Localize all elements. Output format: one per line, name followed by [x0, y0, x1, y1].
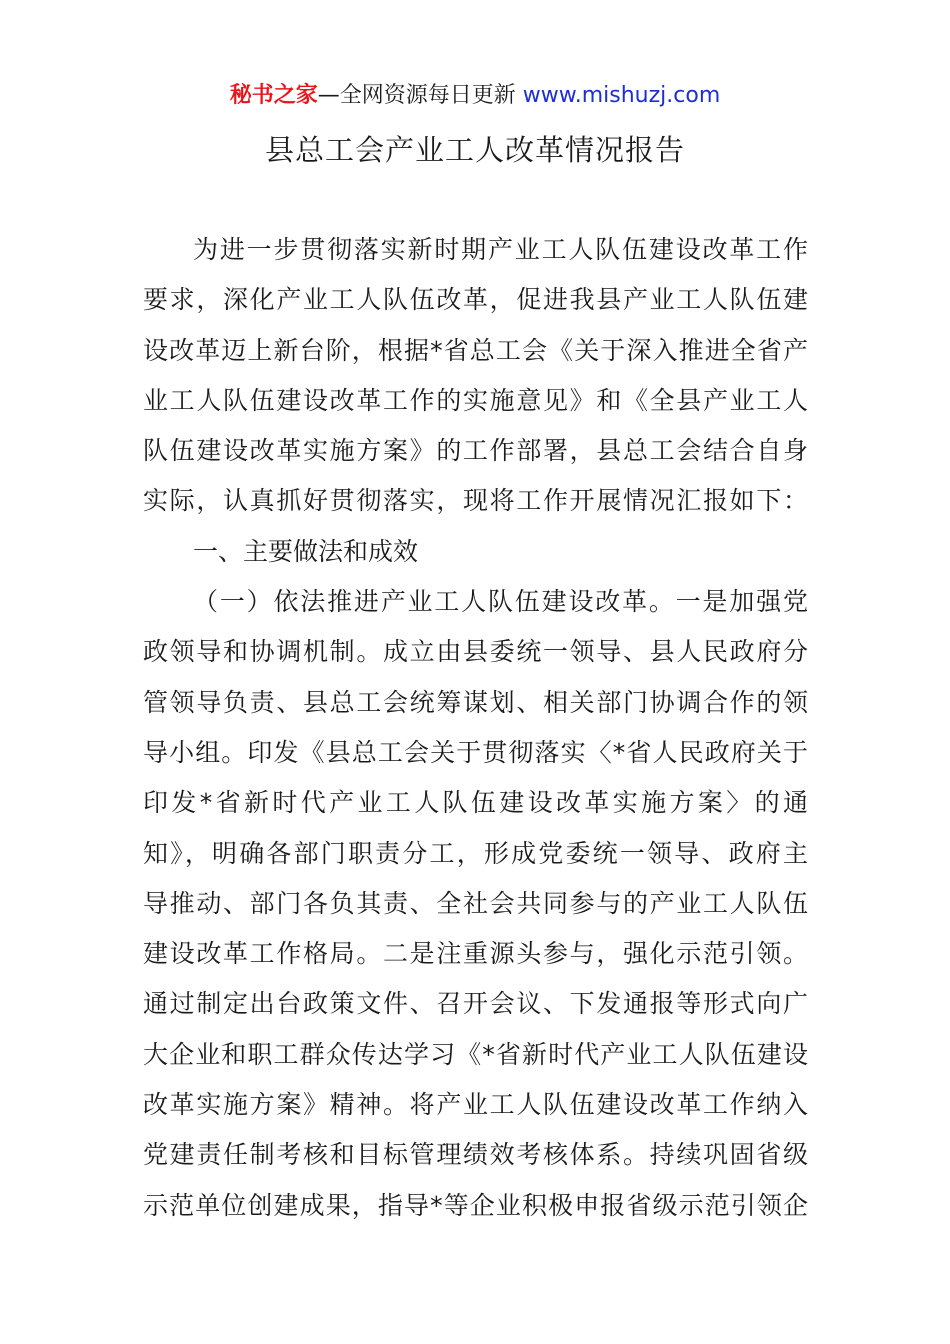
paragraph-line: 示范单位创建成果，指导*等企业积极申报省级示范引领企 [143, 1190, 808, 1220]
paragraph-line: 要求，深化产业工人队伍改革，促进我县产业工人队伍建 [143, 285, 808, 315]
site-url-link[interactable]: www.mishuzj.com [522, 83, 721, 108]
paragraph-line: 知》，明确各部门职责分工，形成党委统一领导、政府主 [143, 838, 808, 868]
paragraph-line: 设改革迈上新台阶，根据*省总工会《关于深入推进全省产 [143, 335, 808, 365]
paragraph-line: 导推动、部门各负其责、全社会共同参与的产业工人队伍 [143, 888, 808, 918]
paragraph-line: 建设改革工作格局。二是注重源头参与，强化示范引领。 [143, 939, 808, 969]
paragraph-line: 队伍建设改革实施方案》的工作部署，县总工会结合自身 [143, 436, 808, 466]
paragraph-line: （一）依法推进产业工人队伍建设改革。一是加强党 [193, 587, 808, 617]
paragraph-line: 党建责任制考核和目标管理绩效考核体系。持续巩固省级 [143, 1140, 808, 1170]
paragraph-line: 实际，认真抓好贯彻落实，现将工作开展情况汇报如下： [143, 486, 808, 516]
document-title: 县总工会产业工人改革情况报告 [264, 133, 685, 167]
paragraph-line: 改革实施方案》精神。将产业工人队伍建设改革工作纳入 [143, 1090, 808, 1120]
paragraph-line: 管领导负责、县总工会统筹谋划、相关部门协调合作的领 [143, 687, 808, 717]
site-brand: 秘书之家 [229, 83, 318, 108]
document-body [143, 225, 808, 1231]
paragraph-line: 通过制定出台政策文件、召开会议、下发通报等形式向广 [143, 989, 808, 1019]
site-header [0, 80, 950, 112]
paragraph-line: 政领导和协调机制。成立由县委统一领导、县人民政府分 [143, 637, 808, 667]
paragraph-line: 为进一步贯彻落实新时期产业工人队伍建设改革工作 [193, 235, 808, 264]
paragraph-line: 大企业和职工群众传达学习《*省新时代产业工人队伍建设 [143, 1039, 808, 1069]
section-heading: 一、主要做法和成效 [193, 536, 419, 566]
paragraph-line: 导小组。印发《县总工会关于贯彻落实〈*省人民政府关于 [143, 737, 808, 767]
paragraph-line: 印发*省新时代产业工人队伍建设改革实施方案〉的通 [143, 788, 808, 818]
paragraph-line: 业工人队伍建设改革工作的实施意见》和《全县产业工人 [143, 385, 808, 415]
site-tagline: —全网资源每日更新 [317, 83, 516, 108]
